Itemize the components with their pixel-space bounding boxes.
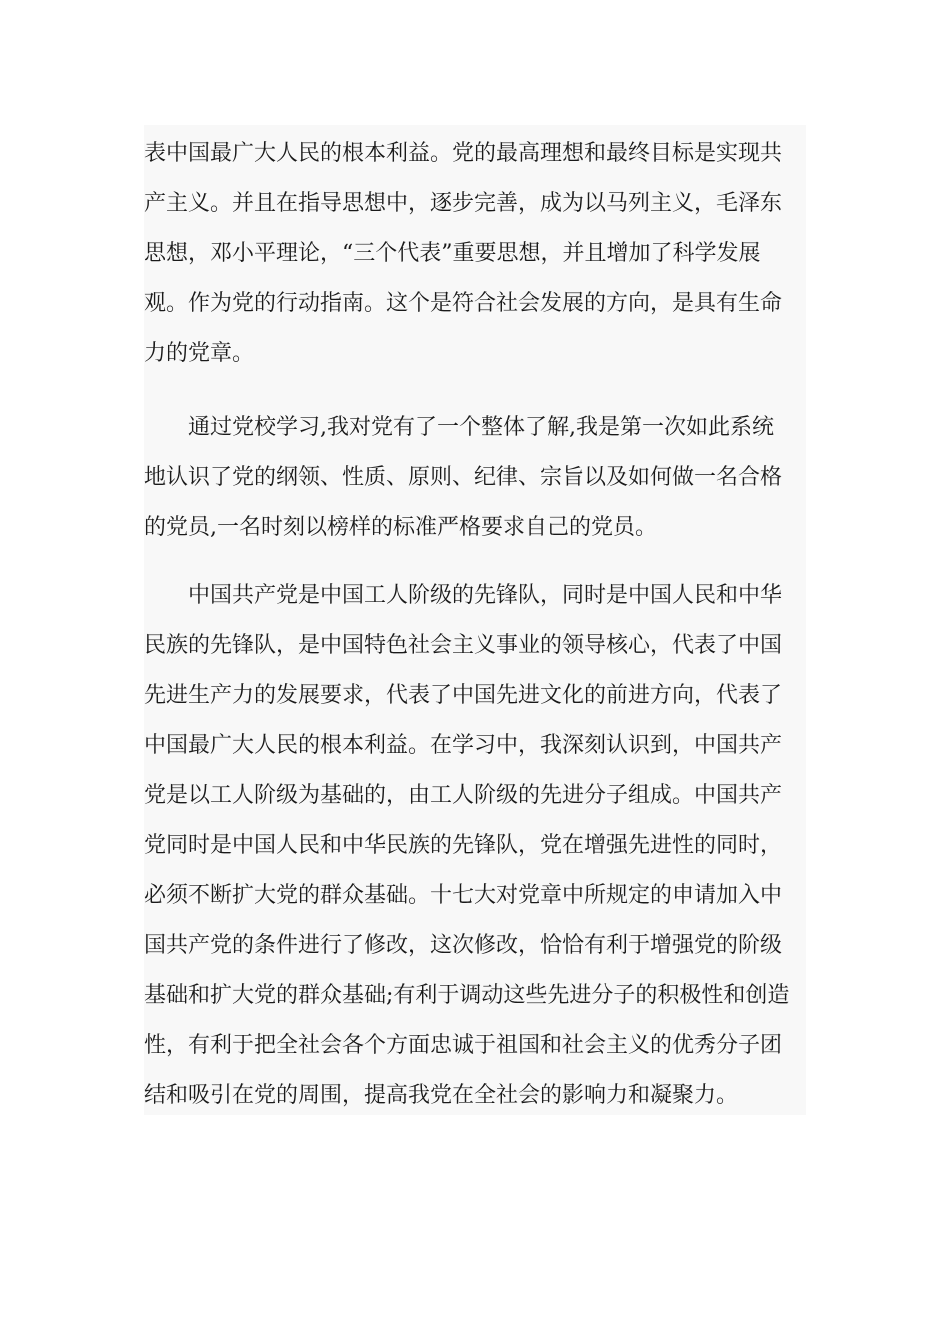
text-line: 中国共产党是中国工人阶级的先锋队，同时是中国人民和中华 — [144, 583, 783, 608]
text-line: 国共产党的条件进行了修改，这次修改，恰恰有利于增强党的阶级 — [144, 933, 783, 958]
text-line: 思想，邓小平理论，“三个代表”重要思想，并且增加了科学发展 — [144, 241, 761, 266]
text-line: 的党员,一名时刻以榜样的标准严格要求自己的党员。 — [144, 515, 657, 540]
paragraph-2 — [144, 403, 806, 553]
text-line: 必须不断扩大党的群众基础。十七大对党章中所规定的申请加入中 — [144, 883, 783, 908]
text-line: 中国最广大人民的根本利益。在学习中，我深刻认识到，中国共产 — [144, 733, 783, 758]
text-line: 先进生产力的发展要求，代表了中国先进文化的前进方向，代表了 — [144, 683, 783, 708]
text-line: 基础和扩大党的群众基础;有利于调动这些先进分子的积极性和创造 — [144, 983, 790, 1008]
text-line: 民族的先锋队，是中国特色社会主义事业的领导核心，代表了中国 — [144, 633, 783, 658]
text-line: 党同时是中国人民和中华民族的先锋队，党在增强先进性的同时， — [144, 833, 783, 858]
text-line: 力的党章。 — [144, 341, 255, 366]
text-line: 结和吸引在党的周围，提高我党在全社会的影响力和凝聚力。 — [144, 1083, 739, 1108]
text-line: 观。作为党的行动指南。这个是符合社会发展的方向，是具有生命 — [144, 291, 783, 316]
text-line: 性，有利于把全社会各个方面忠诚于祖国和社会主义的优秀分子团 — [144, 1033, 783, 1058]
text-line: 表中国最广大人民的根本利益。党的最高理想和最终目标是实现共 — [144, 141, 783, 166]
text-line: 地认识了党的纲领、性质、原则、纪律、宗旨以及如何做一名合格 — [144, 465, 783, 490]
text-line: 产主义。并且在指导思想中，逐步完善，成为以马列主义，毛泽东 — [144, 191, 783, 216]
text-block — [144, 125, 806, 1115]
text-line: 党是以工人阶级为基础的，由工人阶级的先进分子组成。中国共产 — [144, 783, 783, 808]
text-line: 通过党校学习,我对党有了一个整体了解,我是第一次如此系统 — [144, 415, 774, 440]
paragraph-1 — [144, 129, 806, 379]
paragraph-3 — [144, 571, 806, 1121]
